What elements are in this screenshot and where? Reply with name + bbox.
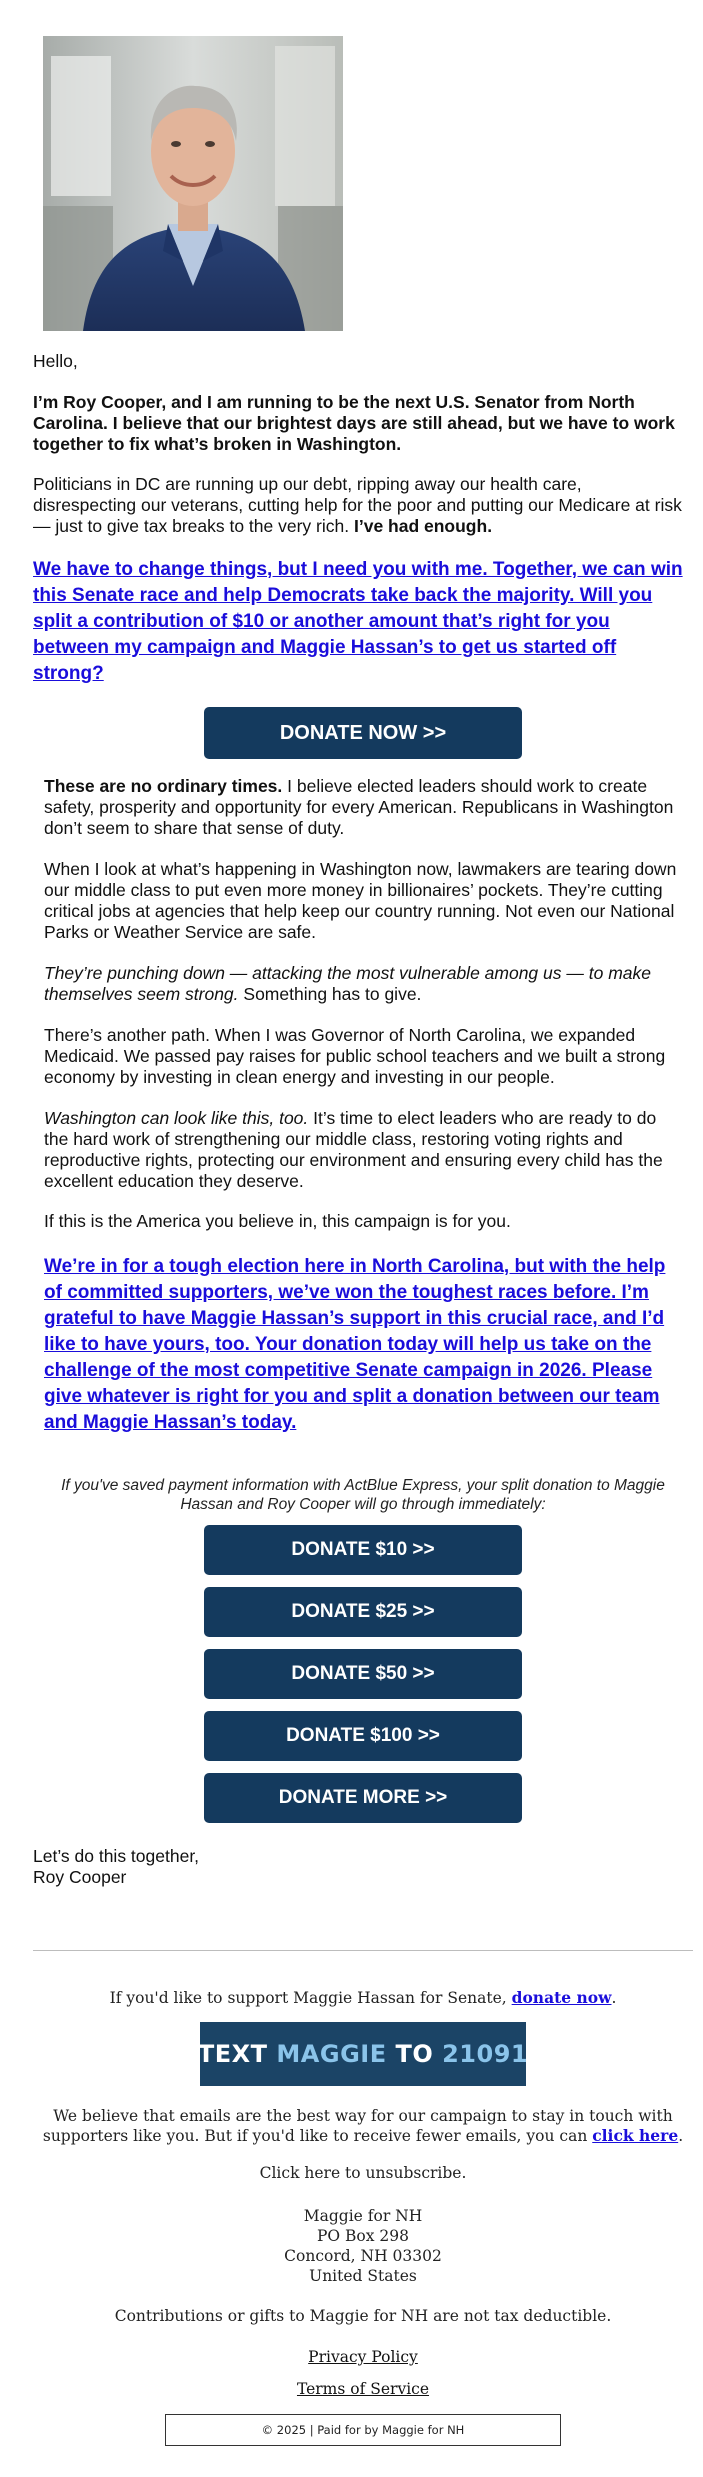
donate-100-button[interactable]: DONATE $100 >> — [204, 1711, 522, 1761]
greeting: Hello, — [33, 351, 78, 371]
text-maggie-banner[interactable] — [197, 2022, 529, 2086]
terms-wrap — [33, 2380, 693, 2398]
ordinary-times-paragraph — [44, 776, 680, 839]
can-look-italic: Washington can look like this, too. — [44, 1108, 309, 1128]
ask-link-1[interactable]: We have to change things, but I need you with me. Together, we can win this Senate race and help Democrats take back the majority. Will you split a contribution of $10 or another amount that’s right for you between my campaign and Maggie Hassan’s to get us started off strong? — [33, 559, 683, 684]
tax-note: Contributions or gifts to Maggie for NH are not tax deductible. — [114, 2307, 612, 2325]
emails-end: . — [678, 2127, 684, 2145]
banner-word-to: TO — [395, 2040, 434, 2068]
intro-paragraph: I’m Roy Cooper, and I am running to be the next U.S. Senator from North Carolina. I believe that our brightest days are still ahead, but we have to work together to fix what’s broken in Washington. — [33, 392, 675, 454]
support-end: . — [611, 1989, 617, 2007]
ordinary-rest: I believe elected leaders should work to create safety, prosperity and opportunity for every American. Republicans in Washington don’t seem to share that sense of duty. — [44, 776, 674, 838]
ask-link-2[interactable]: We’re in for a tough election here in North Carolina, but with the help of committed supporters, we’ve won the toughest races before. I’m grateful to have Maggie Hassan’s support in this crucial race, and I’d like to have yours, too. Your donation today will help us take on the challenge of the most competitive Senate campaign in 2026. Please give whatever is right for you and split a donation between our team and Maggie Hassan’s today. — [44, 1256, 666, 1433]
donate-25-button[interactable]: DONATE $25 >> — [204, 1587, 522, 1637]
punching-rest: Something has to give. — [238, 984, 422, 1004]
can-look-paragraph — [44, 1108, 680, 1192]
had-enough-text: I’ve had enough. — [353, 516, 493, 536]
signoff-line: Let’s do this together, — [33, 1846, 200, 1866]
donate-10-button[interactable]: DONATE $10 >> — [204, 1525, 522, 1575]
address-line-1: Maggie for NH — [303, 2207, 423, 2225]
unsubscribe-link[interactable]: Click here to unsubscribe. — [259, 2164, 467, 2182]
address-line-3: Concord, NH 03302 — [284, 2247, 442, 2265]
footer-divider — [33, 1950, 693, 1951]
signoff-name: Roy Cooper — [33, 1867, 127, 1887]
ask-paragraph-2 — [44, 1254, 680, 1436]
address-line-4: United States — [309, 2267, 417, 2285]
terms-link[interactable]: Terms of Service — [296, 2380, 430, 2398]
privacy-policy-link[interactable]: Privacy Policy — [308, 2348, 418, 2366]
portrait-image — [43, 36, 343, 331]
banner-shortcode: 21091 — [442, 2040, 529, 2068]
fewer-emails-link[interactable]: click here — [592, 2126, 679, 2145]
support-line — [33, 1988, 693, 2008]
ask-paragraph-1 — [33, 557, 683, 687]
donate-more-button[interactable]: DONATE MORE >> — [204, 1773, 522, 1823]
banner-word-maggie: MAGGIE — [276, 2040, 387, 2068]
support-text: If you'd like to support Maggie Hassan for Senate, — [109, 1989, 512, 2007]
address-line-2: PO Box 298 — [316, 2227, 410, 2245]
donate-now-button[interactable]: DONATE NOW >> — [204, 707, 522, 759]
paid-for-box: © 2025 | Paid for by Maggie for NH — [165, 2414, 561, 2446]
privacy-policy-link-wrap — [33, 2347, 693, 2367]
emails-line — [33, 2106, 693, 2146]
can-look-rest: It’s time to elect leaders who are ready to do the hard work of strengthening our middle class, restoring voting rights and reproductive rights, protecting our environment and ensuring every child has the excellent education they deserve. — [44, 1108, 663, 1191]
donate-now-link[interactable]: donate now — [511, 1988, 612, 2007]
donate-50-button[interactable]: DONATE $50 >> — [204, 1649, 522, 1699]
politicians-text: Politicians in DC are running up our debt, ripping away our health care, disrespecting our veterans, cutting help for the poor and putting our Medicare at risk — just to give tax breaks to the very rich. — [33, 474, 682, 536]
another-path-paragraph: There’s another path. When I was Governor of North Carolina, we expanded Medicaid. We passed pay raises for public school teachers and we built a strong economy by investing in clean energy and investing in our people. — [44, 1025, 666, 1087]
ordinary-bold: These are no ordinary times. — [44, 776, 283, 796]
emails-text: We believe that emails are the best way for our campaign to stay in touch with supporters like you. But if you'd like to receive fewer emails, you can — [42, 2107, 673, 2145]
banner-word-text: TEXT — [197, 2040, 268, 2068]
america-paragraph: If this is the America you believe in, this campaign is for you. — [44, 1211, 511, 1231]
candidate-photo — [43, 36, 343, 331]
politicians-paragraph — [33, 474, 683, 537]
actblue-express-note: If you've saved payment information with ActBlue Express, your split donation to Maggie Hassan and Roy Cooper will go through immediately: — [61, 1477, 665, 1513]
washington-now-paragraph: When I look at what’s happening in Washington now, lawmakers are tearing down our middle class to put even more money in billionaires’ pockets. They’re cutting critical jobs at agencies that help keep our country running. Not even our National Parks or Weather Service are safe. — [44, 859, 677, 942]
punching-italic: They’re punching down — attacking the most vulnerable among us — to make themselves seem strong. — [44, 963, 651, 1004]
punching-down-paragraph — [44, 963, 680, 1005]
